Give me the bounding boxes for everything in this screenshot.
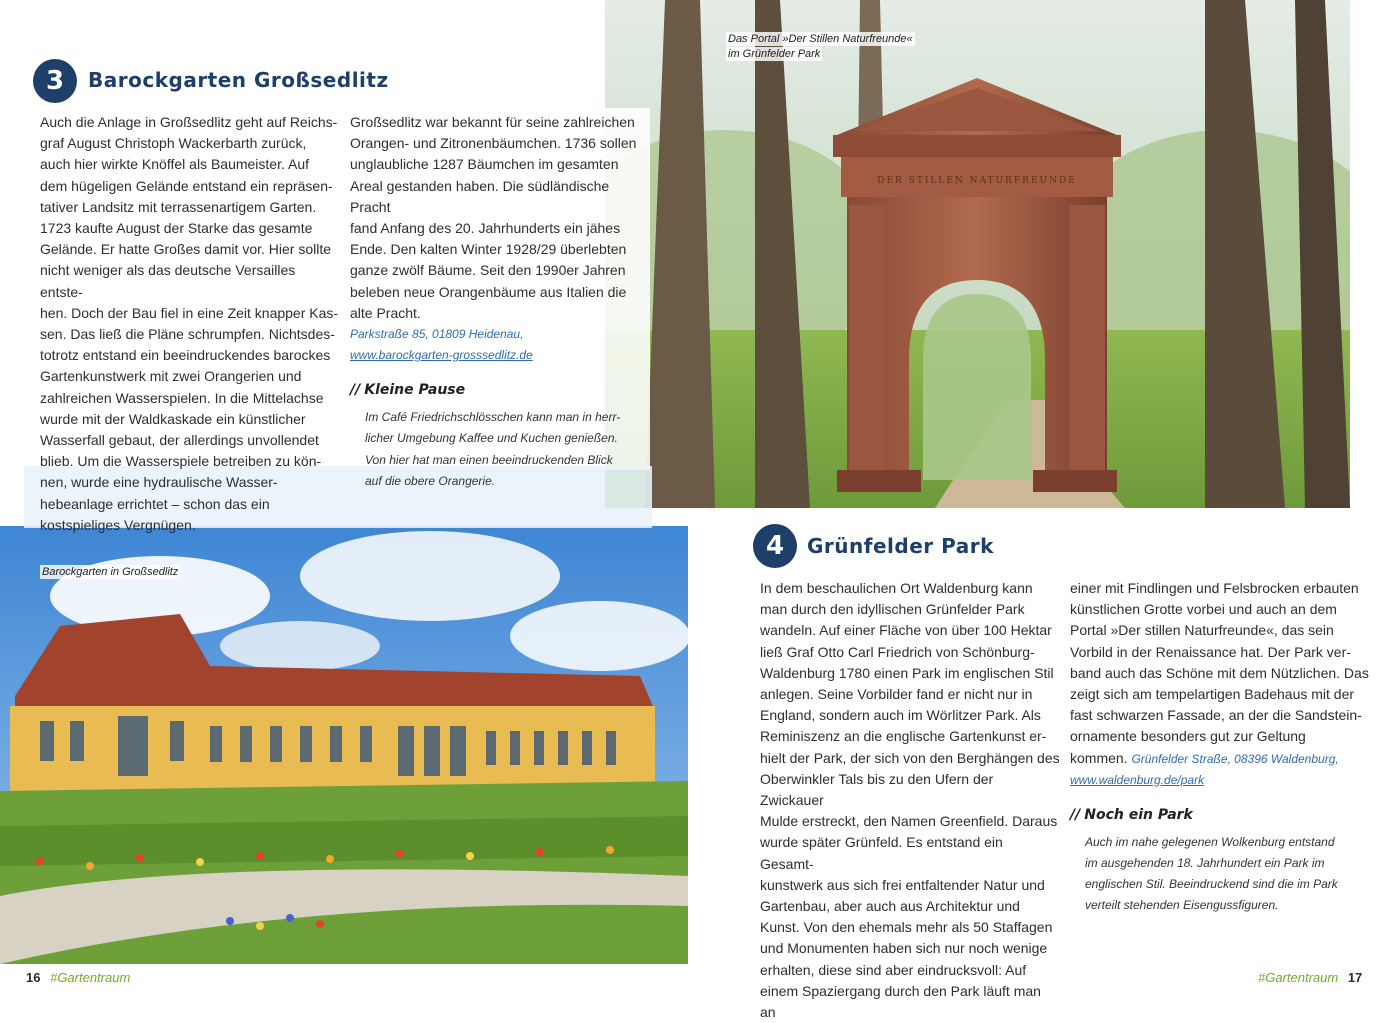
castle-illustration: [0, 526, 688, 964]
text-line-with-address: [1070, 748, 1370, 770]
hashtag-right: #Gartentraum: [1258, 970, 1339, 985]
section4-tip-heading: [1070, 805, 1370, 826]
text-line: Gartenbau, aber auch aus Architektur und: [760, 898, 1020, 915]
section3-tip-prefix: //: [350, 382, 361, 399]
section4-column1: [760, 578, 1060, 1023]
text-line: alte Pracht.: [350, 304, 421, 321]
text-line: Auch die Anlage in Großsedlitz geht auf Reichs-: [40, 114, 338, 130]
text-line: Kunst. Von den ehemals mehr als 50 Staffagen: [760, 919, 1053, 936]
castle-photo: [0, 526, 688, 964]
section4-website-wrap: [1070, 770, 1370, 791]
tip-line: verteilt stehenden Eisengussfiguren.: [1085, 898, 1279, 913]
text-line: hen. Doch der Bau fiel in eine Zeit knapper Kas-: [40, 304, 339, 321]
text-line: fand Anfang des 20. Jahrhunderts ein jähes: [350, 220, 621, 237]
text-line: wurde mit der Waldkaskade ein künstlicher: [40, 410, 306, 427]
section3-number-badge: 3: [33, 59, 77, 103]
castle-caption: Barockgarten in Großsedlitz: [42, 566, 179, 578]
section4-tip-text: [1070, 832, 1370, 917]
tip-line: auf die obere Orangerie.: [365, 473, 496, 488]
text-line: nen, wurde eine hydraulische Wasser-: [40, 474, 278, 491]
section4-title: Grünfelder Park: [807, 534, 994, 558]
text-line: Ende. Den kalten Winter 1928/29 überlebten: [350, 241, 627, 258]
text-line: Gartenkunstwerk mit zwei Orangerien und: [40, 368, 302, 385]
text-line: In dem beschaulichen Ort Waldenburg kann: [760, 580, 1033, 596]
text-line: kostspieliges Vergnügen.: [40, 516, 196, 533]
text-line: Orangen- und Zitronenbäumchen. 1736 sollen: [350, 135, 637, 152]
section4-address: Grünfelder Straße, 08396 Waldenburg,: [1131, 751, 1339, 766]
text-line: Reminiszenz an die englische Gartenkunst er-: [760, 728, 1047, 745]
section3-tip-heading: [350, 380, 650, 401]
text-line: dem hügeligen Gelände entstand ein repräsen-: [40, 177, 333, 194]
tip-line: licher Umgebung Kaffee und Kuchen genießen.: [365, 431, 618, 446]
hashtag-left: #Gartentraum: [50, 970, 131, 985]
section3-column2: [350, 112, 650, 492]
portal-inscription: DER STILLEN NATURFREUNDE: [877, 176, 1077, 186]
text-line: zeigt sich am tempelartigen Badehaus mit der: [1070, 686, 1355, 703]
text-line: Großsedlitz war bekannt für seine zahlreichen: [350, 114, 635, 130]
section3-column1: [40, 112, 340, 536]
section4-tip-prefix: //: [1070, 806, 1081, 823]
tip-line: Im Café Friedrichschlösschen kann man in herr-: [365, 410, 621, 425]
text-line: hebeanlage errichtet – schon das ein: [40, 495, 270, 512]
footer-right: [1258, 970, 1362, 985]
text-line: band auch das Schöne mit dem Nützlichen. Das: [1070, 664, 1369, 681]
text-line: ornamente besonders gut zur Geltung: [1070, 728, 1306, 745]
text-line: Waldenburg 1780 einen Park im englischen Stil: [760, 664, 1054, 681]
text-line: auch hier wirkte Knöffel als Baumeister. Auf: [40, 156, 309, 173]
text-line: graf August Christoph Wackerbarth zurück,: [40, 135, 307, 152]
text-line: und Monumenten haben sich nur noch wenige: [760, 940, 1048, 957]
text-line: künstlichen Grotte vorbei und auch an dem: [1070, 601, 1337, 618]
text-fragment: kommen.: [1070, 749, 1128, 766]
text-line: wandeln. Auf einer Fläche von über 100 Hektar: [760, 622, 1052, 639]
text-line: Vorbild in der Renaissance hat. Der Park ver-: [1070, 643, 1351, 660]
tip-line: Von hier hat man einen beeindruckenden Blick: [365, 452, 613, 467]
section3-website-wrap: [350, 345, 650, 366]
text-line: hielt der Park, der sich von den Berghängen des: [760, 749, 1060, 766]
portal-photo: [605, 0, 1350, 508]
text-line: Areal gestanden haben. Die südländische Pracht: [350, 177, 610, 215]
text-line: Gelände. Er hatte Großes damit vor. Hier sollte: [40, 241, 332, 258]
text-line: anlegen. Seine Vorbilder fand er nicht nur in: [760, 686, 1033, 703]
tip-line: englischen Stil. Beeindruckend sind die im Park: [1085, 877, 1338, 892]
text-line: unglaubliche 1287 Bäumchen im gesamten: [350, 156, 619, 173]
text-line: zahlreichen Wasserspielen. In die Mittelachse: [40, 389, 324, 406]
text-line: wurde später Grünfeld. Es entstand ein Gesamt-: [760, 834, 1003, 872]
text-line: Oberwinkler Tals bis zu den Ufern der Zwickauer: [760, 770, 994, 809]
page-number-right: 17: [1347, 970, 1363, 985]
section4-column2: [1070, 578, 1370, 917]
text-line: tativer Landsitz mit terrassenartigem Garten.: [40, 198, 317, 215]
text-line: Portal »Der stillen Naturfreunde«, das sein: [1070, 622, 1334, 639]
text-line: beleben neue Orangenbäume aus Italien die: [350, 283, 627, 300]
section3-tip-title: Kleine Pause: [364, 382, 466, 399]
tip-line: Auch im nahe gelegenen Wolkenburg entstand: [1085, 834, 1335, 849]
section3-website-link[interactable]: www.barockgarten-grosssedlitz.de: [350, 348, 533, 363]
text-line: England, sondern auch im Wörlitzer Park. Als: [760, 707, 1041, 724]
portal-caption-line2: im Grünfelder Park: [728, 48, 821, 60]
text-line: einer mit Findlingen und Felsbrocken erbauten: [1070, 580, 1359, 596]
section4-tip-title: Noch ein Park: [1084, 806, 1193, 823]
text-line: totrotz entstand ein beeindruckendes barockes: [40, 347, 331, 364]
section3-tip-text: [350, 407, 650, 492]
text-line: erhalten, diese sind aber eindrucksvoll: Auf: [760, 961, 1027, 978]
section4-website-link[interactable]: www.waldenburg.de/park: [1070, 772, 1205, 787]
section3-address: Parkstraße 85, 01809 Heidenau,: [350, 327, 524, 342]
tip-line: im ausgehenden 18. Jahrhundert ein Park im: [1085, 856, 1325, 871]
portal-caption-line1: Das Portal »Der Stillen Naturfreunde«: [728, 33, 913, 45]
text-line: einem Spaziergang durch den Park läuft man an: [760, 982, 1041, 1021]
text-line: ganze zwölf Bäume. Seit den 1990er Jahren: [350, 262, 626, 279]
text-line: ließ Graf Otto Carl Friedrich von Schönburg-: [760, 643, 1035, 660]
section4-number-badge: 4: [753, 524, 797, 568]
text-line: man durch den idyllischen Grünfelder Park: [760, 601, 1025, 618]
text-line: blieb. Um die Wasserspiele betreiben zu kön-: [40, 453, 322, 470]
text-line: nicht weniger als das deutsche Versailles entste-: [40, 262, 296, 300]
section3-title: Barockgarten Großsedlitz: [88, 68, 389, 92]
text-line: fast schwarzen Fassade, an der die Sandstein-: [1070, 707, 1362, 724]
page-number-left: 16: [26, 970, 41, 985]
portal-illustration: [605, 0, 1350, 508]
text-line: kunstwerk aus sich frei entfaltender Natur und: [760, 876, 1045, 893]
text-line: sen. Das ließ die Pläne schrumpfen. Nichtsdes-: [40, 326, 335, 343]
text-line: Wasserfall gebaut, der allerdings unvollendet: [40, 432, 319, 449]
text-line: 1723 kaufte August der Starke das gesamte: [40, 220, 313, 237]
text-line: Mulde erstreckt, den Namen Greenfield. Daraus: [760, 813, 1058, 830]
footer-left: [26, 970, 130, 985]
